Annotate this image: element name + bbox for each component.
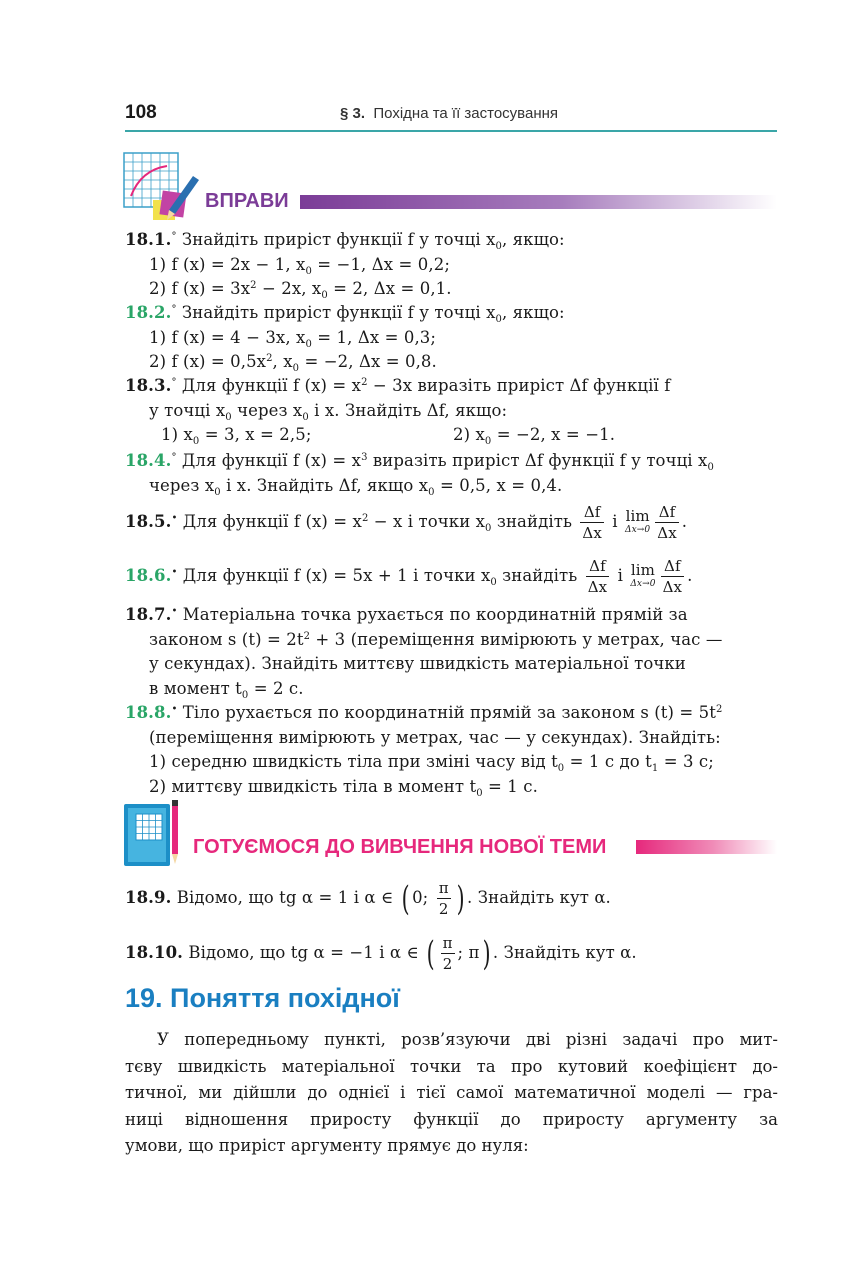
exercises-banner-title: ВПРАВИ [205, 190, 289, 212]
subscript: 0 [192, 436, 200, 447]
difficulty-mark: • [171, 513, 178, 524]
exercise-item: 1) середню швидкість тіла при зміні часу від t [149, 752, 558, 771]
denominator: 2 [438, 900, 449, 918]
fraction [437, 878, 451, 919]
subscript: 0 [484, 436, 492, 447]
exercise-text: − 3x виразіть приріст Δf функції f [367, 376, 671, 395]
limit-label: lim [630, 560, 656, 579]
running-head [340, 105, 558, 122]
exercise-number: 18.10. [125, 943, 184, 962]
punctuation: . [681, 512, 688, 531]
subscript: 0 [428, 486, 435, 498]
page-number: 108 [125, 102, 157, 123]
numerator: π [442, 934, 453, 952]
open-paren: ( [401, 878, 410, 919]
superscript: 2 [361, 377, 368, 388]
subscript: 0 [305, 338, 312, 350]
numerator: Δf [661, 556, 685, 577]
exercises-banner-bar [300, 195, 777, 209]
exercise-18-3 [125, 374, 780, 448]
numerator: Δf [586, 556, 610, 577]
close-paren: ) [456, 878, 465, 919]
superscript: 3 [361, 452, 368, 463]
exercise-18-7 [125, 603, 780, 701]
subscript: 0 [302, 411, 309, 423]
numerator: π [438, 879, 449, 897]
exercise-item: = 3 с; [658, 752, 714, 771]
exercise-18-9 [125, 878, 780, 919]
exercise-item: = −2, Δx = 0,8. [299, 352, 437, 371]
subscript: 0 [490, 577, 497, 588]
paragraph-line: У попередньому пункті, розв’язуючи дві різні задачі про мит- [157, 1030, 778, 1049]
exercise-text: Відомо, що tg α = 1 і α ∈ [176, 888, 394, 907]
exercise-text: Для функції f (x) = 5x + 1 і точки x [182, 566, 491, 585]
difficulty-mark: ° [171, 304, 177, 315]
exercise-item: = −2, x = −1. [491, 425, 616, 444]
difficulty-mark: ° [171, 231, 177, 242]
exercise-text: і x. Знайдіть Δf, якщо x [220, 475, 429, 495]
punctuation: . [687, 566, 693, 585]
exercise-text: через x [149, 475, 215, 495]
exercise-text: − x і точки x [368, 512, 486, 531]
exercise-number: 18.6. [125, 566, 172, 585]
exercise-item: 1) x [161, 425, 193, 444]
paragraph-line: ниці відношення приросту функції до приросту аргументу за [125, 1109, 778, 1129]
conjunction: і [617, 566, 623, 585]
fraction [655, 502, 679, 543]
superscript: 2 [303, 630, 311, 642]
paragraph-line: тєву швидкість матеріальної точки та про кутовий коефіцієнт до- [125, 1056, 778, 1076]
prep-banner-bar [636, 840, 777, 854]
subscript: 0 [225, 411, 232, 423]
exercise-text: . Знайдіть кут α. [492, 943, 637, 962]
superscript: 2 [266, 353, 273, 364]
limit-label: lim [625, 506, 650, 525]
exercise-text: виразіть приріст Δf функції f у точці x [367, 451, 708, 470]
page-header [125, 100, 777, 132]
fraction [661, 556, 685, 597]
section-heading: 19. Поняття похідної [125, 983, 400, 1013]
subscript: 0 [292, 363, 300, 374]
superscript: 2 [716, 704, 723, 715]
denominator: 2 [442, 955, 453, 973]
interval-end: ; π [457, 943, 480, 962]
interval-start: 0; [412, 888, 434, 907]
exercise-item: 2) f (x) = 3x [149, 279, 251, 298]
exercise-text: , якщо: [501, 230, 565, 249]
fraction [586, 556, 610, 597]
exercise-item: 1) f (x) = 4 − 3x, x [149, 327, 306, 347]
subscript: 0 [305, 265, 312, 277]
exercise-text: Для функції f (x) = x [182, 512, 362, 531]
exercise-text: , якщо: [501, 303, 565, 322]
exercise-text: . Знайдіть кут α. [467, 888, 611, 907]
exercise-text: = 2 с. [248, 678, 304, 698]
subscript: 0 [485, 523, 492, 534]
exercise-item: = −1, Δx = 0,2; [311, 254, 450, 274]
exercise-text: знайдіть [496, 566, 578, 585]
exercise-text: Тіло рухається по координатній прямій за законом s (t) = 5t [182, 703, 717, 722]
exercise-item: = 1, Δx = 0,3; [311, 327, 437, 347]
exercise-text: Відомо, що tg α = −1 і α ∈ [188, 943, 419, 962]
numerator: Δf [580, 502, 604, 523]
exercise-number: 18.9. [125, 888, 172, 907]
exercise-text: і x. Знайдіть Δf, якщо: [308, 400, 508, 420]
exercise-number: 18.8. [125, 703, 172, 722]
exercise-18-8 [125, 701, 780, 799]
body-paragraph [125, 1027, 778, 1160]
exercise-text: = 0,5, x = 0,4. [434, 475, 563, 495]
subscript: 0 [495, 241, 502, 252]
exercise-text: через x [231, 400, 303, 420]
exercise-18-1 [125, 228, 780, 302]
exercise-item: , x [272, 352, 293, 371]
paragraph-line: умови, що приріст аргументу прямує до нуля: [125, 1136, 529, 1155]
prep-banner-title: ГОТУЄМОСЯ ДО ВИВЧЕННЯ НОВОЇ ТЕМИ [193, 836, 607, 858]
subscript: 0 [214, 486, 221, 498]
exercise-item: = 1 с до t [564, 752, 652, 771]
exercise-18-4 [125, 449, 780, 498]
exercise-text: (переміщення вимірюють у метрах, час — у секундах). Знайдіть: [149, 727, 721, 747]
numerator: Δf [655, 502, 679, 523]
exercise-text: Знайдіть приріст функції f у точці x [181, 230, 496, 249]
exercise-item: = 2, Δx = 0,1. [327, 279, 452, 298]
difficulty-mark: ° [171, 452, 177, 463]
exercise-item: − 2x, x [256, 279, 322, 298]
denominator: Δx [662, 578, 683, 596]
denominator: Δx [582, 524, 602, 542]
exercise-text: у точці x [149, 400, 226, 420]
exercise-item: 2) f (x) = 0,5x [149, 352, 267, 371]
notebook-pen-icon [122, 798, 190, 872]
exercise-item: = 1 с. [482, 776, 538, 796]
exercise-text: Матеріальна точка рухається по координатній прямій за [182, 605, 688, 624]
exercise-text: у секундах). Знайдіть миттєву швидкість матеріальної точки [149, 654, 686, 673]
exercise-number: 18.2. [125, 303, 172, 322]
section-title-running: Похідна та її застосування [373, 105, 559, 122]
exercise-text: Для функції f (x) = x [181, 451, 362, 470]
superscript: 2 [250, 280, 257, 291]
exercise-number: 18.1. [125, 230, 172, 249]
exercise-18-10 [125, 933, 780, 974]
exercise-text: Знайдіть приріст функції f у точці x [181, 303, 496, 322]
section-mark: § 3. [340, 105, 366, 122]
subscript: 0 [495, 314, 502, 325]
superscript: 2 [361, 513, 369, 524]
exercise-number: 18.7. [125, 605, 172, 624]
exercise-18-6 [125, 556, 780, 597]
exercise-item: 1) f (x) = 2x − 1, x [149, 254, 306, 274]
exercise-18-2 [125, 301, 780, 375]
limit [625, 506, 651, 537]
paragraph-line: тичної, ми дійшли до однієї і тієї самої математичної моделі — гра- [125, 1083, 778, 1102]
subscript: 0 [321, 290, 328, 301]
difficulty-mark: ° [171, 377, 177, 388]
exercise-18-5 [125, 502, 780, 543]
exercise-item: = 3, x = 2,5; [199, 425, 312, 444]
subscript: 0 [241, 689, 249, 701]
graph-paper-pencil-icon [123, 152, 203, 224]
limit [630, 560, 656, 591]
denominator: Δx [587, 578, 608, 596]
fraction [441, 933, 455, 974]
subscript: 0 [476, 787, 483, 799]
limit-subscript: Δx→0 [630, 578, 656, 589]
exercise-text: Для функції f (x) = x [181, 376, 362, 395]
difficulty-mark: • [171, 704, 178, 715]
exercise-text: + 3 (переміщення вимірюють у метрах, час — [310, 629, 723, 649]
conjunction: і [612, 512, 618, 531]
exercise-text: в момент t [149, 678, 242, 698]
exercise-item: 2) x [453, 425, 485, 444]
difficulty-mark: • [171, 567, 178, 578]
exercise-number: 18.4. [125, 451, 172, 470]
fraction [580, 502, 604, 543]
limit-subscript: Δx→0 [625, 524, 651, 535]
exercise-text: знайдіть [491, 512, 573, 531]
subscript: 1 [651, 763, 659, 774]
exercise-item: 2) миттєву швидкість тіла в момент t [149, 776, 477, 796]
subscript: 0 [707, 462, 714, 473]
exercise-text: законом s (t) = 2t [149, 629, 304, 649]
close-paren: ) [482, 933, 491, 974]
subscript: 0 [557, 763, 565, 774]
difficulty-mark: • [171, 606, 178, 617]
open-paren: ( [426, 933, 435, 974]
denominator: Δx [657, 524, 677, 542]
exercise-number: 18.5. [125, 512, 172, 531]
exercise-number: 18.3. [125, 376, 172, 395]
